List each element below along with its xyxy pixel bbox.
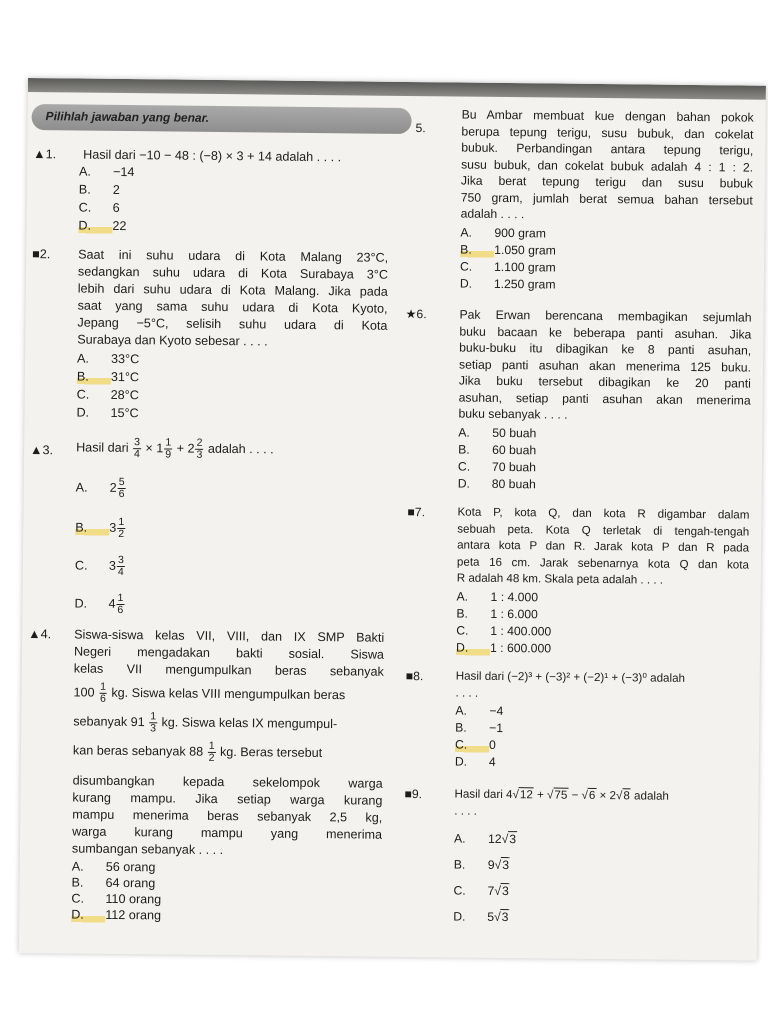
option-a[interactable]: A. 50 buah <box>458 425 537 441</box>
instruction-banner <box>31 104 411 134</box>
option-d[interactable]: D. 4 <box>454 754 496 769</box>
worksheet-page <box>19 78 766 961</box>
option-b[interactable]: B. 60 buah <box>458 442 537 458</box>
question-number: ■8. <box>405 668 424 684</box>
question-1 <box>33 146 393 234</box>
option-a[interactable]: A. 1 : 4.000 <box>456 589 539 605</box>
question-text: Hasil dari −10 − 48 : (−8) × 3 + 14 adalah . . . . <box>83 147 342 165</box>
option-c[interactable]: C. 6 <box>78 200 120 215</box>
option-b[interactable]: B. 64 orang <box>71 875 156 891</box>
option-b[interactable]: B. 3 $\frac{1}{2}$ <box>75 515 125 541</box>
question-number: ★6. <box>405 306 427 322</box>
right-column <box>404 106 756 925</box>
fraction: $\frac{1}{9}$ <box>165 436 172 461</box>
question-text: Hasil dari $\frac{3}{4}$ × 1 $\frac{1}{9}$ + 2 $\frac{2}{3}$ adalah . . . . <box>76 436 274 461</box>
option-a[interactable]: A. 56 orang <box>71 859 156 875</box>
option-a[interactable]: A. −14 <box>78 164 135 180</box>
question-text: Hasil dari (−2)³ + (−3)² + (−2)¹ + (−3)⁰ adalah . . . . <box>455 669 686 700</box>
question-text: Siswa-siswa kelas VII, VIII, dan IX SMP Bakti Negeri mengadakan bakti sosial. Siswa kelas VII mengumpulkan beras sebanyak 100 $\frac{1}{6}$ kg. Siswa kelas VIII mengumpulkan beras sebanyak 91 $\frac{1}{3}$ kg. Siswa kelas IX mengumpul- kan beras sebanyak 88 $\frac{1}{2}$ kg. Beras tersebut disumbangkan kepada sekelompok warga kurang mampu. Jika setiap warga kurang mampu menerima beras sebanyak 2,5 kg, warga kurang mampu yang menerima sumbangan sebanyak . . . . <box>71 627 385 858</box>
question-number: ■9. <box>404 786 423 802</box>
option-a[interactable]: A. 900 gram <box>460 225 546 241</box>
question-text: Saat ini suhu udara di Kota Malang 23°C, sedangkan suhu udara di Kota Surabaya 3°C lebih dari suhu udara di Kota Malang. Jika pada saat yang sama suhu udara di Kota Kyoto, Jepang −5°C, selisih suhu udara di Kota Surabaya dan Kyoto sebesar . . . . <box>77 247 389 349</box>
option-d[interactable]: D. 80 buah <box>457 476 536 492</box>
option-a[interactable]: A. 33°C <box>76 351 140 367</box>
option-c[interactable]: C. 1.100 gram <box>459 259 556 275</box>
question-text: Pak Erwan berencana membagikan sejumlah buku bacaan ke beberapa panti asuhan. Jika buku-buku itu dibagikan ke 8 panti asuhan, setiap panti asuhan akan menerima 125 buku. Jika buku tersebut dibagikan ke 20 panti asuhan, setiap panti asuhan akan menerima buku sebanyak . . . . <box>458 307 752 422</box>
instruction-text: Pilihlah jawaban yang benar. <box>45 109 210 125</box>
question-number: 5. <box>415 121 426 136</box>
option-d[interactable]: D. 1 : 600.000 <box>455 640 552 656</box>
option-c[interactable]: C. 70 buah <box>457 459 537 475</box>
question-7 <box>407 504 752 656</box>
question-3 <box>30 436 390 617</box>
question-6 <box>405 306 754 492</box>
option-d[interactable]: D. 1.250 gram <box>459 276 556 292</box>
question-number: ▲3. <box>30 443 54 458</box>
option-b[interactable]: B. −1 <box>455 720 504 736</box>
question-9 <box>404 786 749 925</box>
option-d[interactable]: D. 5√3 <box>453 909 509 925</box>
question-8 <box>405 668 750 769</box>
question-number: ■2. <box>32 247 51 262</box>
fraction: $\frac{2}{3}$ <box>196 436 203 461</box>
option-a[interactable]: A. −4 <box>455 703 504 719</box>
question-number: ▲1. <box>33 147 57 162</box>
option-d[interactable]: D. 112 orang <box>71 907 162 923</box>
option-c[interactable]: C. 1 : 400.000 <box>456 623 552 639</box>
question-2 <box>32 246 392 421</box>
question-4 <box>28 626 388 923</box>
option-d[interactable]: D. 22 <box>78 218 127 234</box>
option-c[interactable]: C. 110 orang <box>71 891 162 907</box>
option-a[interactable]: A. 2 $\frac{5}{6}$ <box>75 475 125 501</box>
option-c[interactable]: C. 3 $\frac{3}{4}$ <box>74 553 124 579</box>
option-b[interactable]: B. 1 : 6.000 <box>456 606 538 622</box>
question-text: Hasil dari 4√12 + √75 − √6 × 2√8 adalah . . . . <box>454 787 669 818</box>
option-a[interactable]: A. 12√3 <box>453 831 517 847</box>
question-5 <box>415 106 756 292</box>
question-number: ■7. <box>407 504 426 520</box>
top-shadow-strip <box>28 78 766 100</box>
option-d[interactable]: D. 15°C <box>76 405 139 421</box>
fraction: $\frac{3}{4}$ <box>134 436 141 461</box>
option-d[interactable]: D. 4 $\frac{1}{6}$ <box>74 591 124 617</box>
option-c[interactable]: C. 0 <box>454 737 496 752</box>
question-text: Kota P, kota Q, dan kota R digambar dalam sebuah peta. Kota Q terletak di tengah-tengah antara kota P dan R. Jarak kota P dan R pada peta 16 cm. Jarak sebenarnya kota Q dan kota R adalah 48 km. Skala peta adalah . . . . <box>456 505 750 587</box>
option-b[interactable]: B. 9√3 <box>453 857 510 873</box>
option-b[interactable]: B. 31°C <box>76 369 140 385</box>
option-b[interactable]: B. 1.050 gram <box>460 242 556 258</box>
question-number: ▲4. <box>28 627 52 642</box>
question-text: Bu Ambar membuat kue dengan bahan pokok berupa tepung terigu, susu bubuk, dan cokelat bubuk. Perbandingan antara tepung terigu, susu bubuk, dan cokelat bubuk adalah 4 : 1 : 2. Jika berat tepung terigu dan susu bubuk 750 gram, jumlah berat semua bahan tersebut adalah . . . . <box>460 107 754 222</box>
left-column <box>28 146 393 923</box>
option-c[interactable]: C. 7√3 <box>453 883 509 899</box>
option-c[interactable]: C. 28°C <box>76 387 139 403</box>
option-b[interactable]: B. 2 <box>78 182 120 197</box>
